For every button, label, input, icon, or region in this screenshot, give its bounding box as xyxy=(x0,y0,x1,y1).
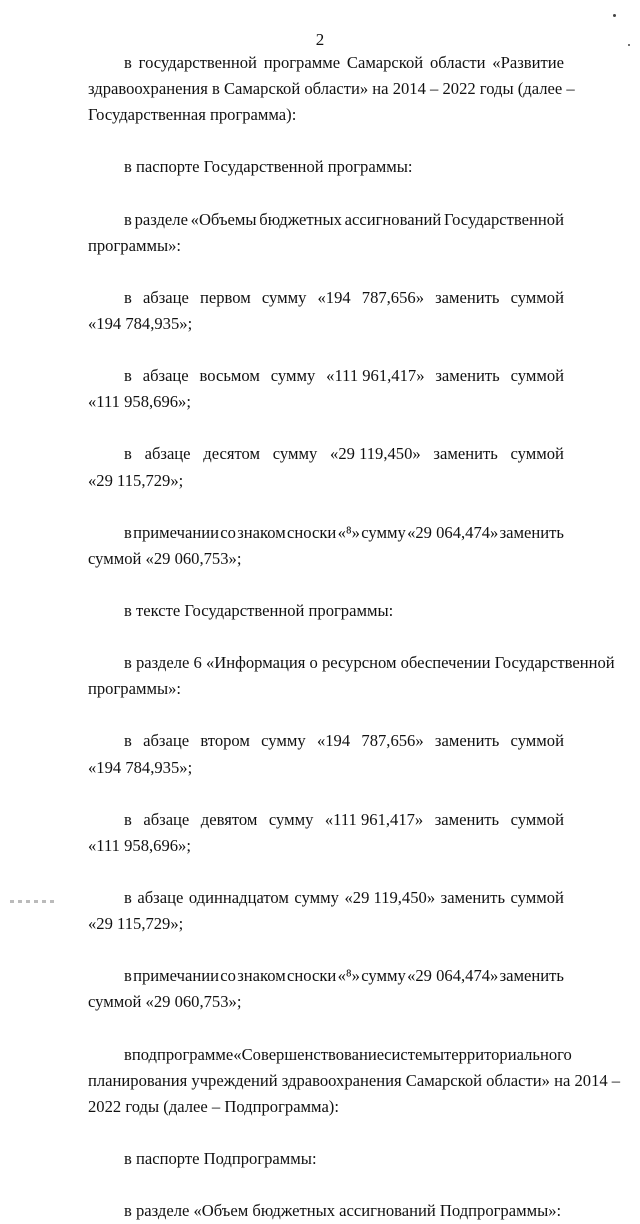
word: «⁸» xyxy=(337,966,360,986)
paragraph-gap xyxy=(88,859,564,885)
word: государственной xyxy=(138,53,257,72)
word: абзаце xyxy=(142,366,189,386)
word: в xyxy=(124,287,132,307)
word: территориального xyxy=(444,1044,572,1064)
word: бюджетных xyxy=(259,209,342,229)
word: примечании xyxy=(133,966,219,986)
word: примечании xyxy=(133,522,219,542)
paragraph-gap xyxy=(88,259,564,285)
word: в xyxy=(124,53,132,72)
word: «29 064,474» xyxy=(407,522,499,542)
scan-speck xyxy=(613,14,616,17)
page-number: 2 xyxy=(315,30,325,49)
text-line xyxy=(88,728,564,754)
word: Государственной xyxy=(443,209,564,229)
word: абзаце xyxy=(137,888,184,907)
word: суммой xyxy=(510,809,564,829)
text-line xyxy=(88,233,564,259)
text-line xyxy=(88,76,575,102)
paragraph-gap xyxy=(88,337,564,363)
text-line xyxy=(88,311,564,337)
text-line xyxy=(88,963,564,989)
word: «194 784,935»; xyxy=(88,313,193,333)
word: суммой «29 060,753»; xyxy=(88,992,242,1012)
text-line xyxy=(88,885,564,911)
text-line xyxy=(88,989,564,1015)
word: суммой «29 060,753»; xyxy=(88,548,242,568)
word: в xyxy=(124,366,132,386)
word: абзаце xyxy=(142,287,189,307)
word: в xyxy=(124,444,132,464)
text-line xyxy=(88,50,564,76)
word: программы»: xyxy=(88,679,181,699)
word: со xyxy=(220,966,236,986)
text-line xyxy=(88,650,615,676)
word: «111 961,417» xyxy=(324,809,424,829)
word: суммой xyxy=(510,888,564,907)
word: 2022 годы (далее – Подпрограмма): xyxy=(88,1096,339,1116)
word: втором xyxy=(200,731,250,751)
word: заменить xyxy=(435,366,500,386)
text-line xyxy=(88,285,564,311)
text-line xyxy=(88,755,564,781)
paragraph-gap xyxy=(88,180,564,206)
text-line xyxy=(88,833,564,859)
word: «111 961,417» xyxy=(326,366,425,386)
text-line xyxy=(88,1146,564,1172)
text-line xyxy=(88,363,564,389)
word: восьмом xyxy=(199,366,260,386)
word: «Объемы xyxy=(190,209,257,229)
word: сумму xyxy=(261,731,306,751)
text-line xyxy=(88,207,564,233)
word: разделе xyxy=(134,209,188,229)
word: заменить xyxy=(434,809,500,829)
word: сумму xyxy=(268,809,314,829)
word: абзаце xyxy=(144,444,191,464)
word: «Развитие xyxy=(492,53,564,72)
word: в паспорте Государственной программы: xyxy=(124,157,413,177)
paragraph-gap xyxy=(88,128,564,154)
word: 787,656» xyxy=(361,287,424,307)
text-line xyxy=(88,1042,572,1068)
word: области xyxy=(429,53,486,72)
word: суммой xyxy=(510,731,564,751)
word: «⁸» xyxy=(337,522,360,542)
word: «Совершенствование xyxy=(233,1044,385,1064)
word: «29 119,450» xyxy=(344,888,436,907)
word: заменить xyxy=(434,731,500,751)
word: планирования учреждений здравоохранения Самарской области» на 2014 – xyxy=(88,1070,621,1090)
text-line xyxy=(88,676,564,702)
word: суммой xyxy=(510,366,564,386)
paragraph-gap xyxy=(88,702,564,728)
word: «29 119,450» xyxy=(330,444,421,464)
word: в паспорте Подпрограммы: xyxy=(124,1148,317,1168)
word: «194 xyxy=(317,287,351,307)
text-line xyxy=(88,598,564,624)
paragraph-gap xyxy=(88,624,564,650)
word: здравоохранения в Самарской области» на 2014 – 2022 годы (далее – xyxy=(88,79,575,99)
word: заменить xyxy=(440,888,506,907)
word: сумму xyxy=(270,366,316,386)
paragraph-gap xyxy=(88,1172,564,1198)
word: «29 115,729»; xyxy=(88,470,184,490)
text-line xyxy=(88,102,564,128)
text-line xyxy=(88,1068,621,1094)
word: «29 115,729»; xyxy=(88,914,184,934)
scan-footer-mark xyxy=(10,900,56,903)
text-line xyxy=(88,807,564,833)
word: «111 958,696»; xyxy=(88,392,191,412)
word: девятом xyxy=(200,809,258,829)
word: в разделе «Объем бюджетных ассигнований Подпрограммы»: xyxy=(124,1201,562,1221)
word: в xyxy=(124,888,132,907)
word: абзаце xyxy=(143,809,190,829)
word: сумму xyxy=(361,966,406,986)
text-line xyxy=(88,911,564,937)
paragraph-gap xyxy=(88,415,564,441)
word: «111 958,696»; xyxy=(88,835,191,855)
word: знаком xyxy=(237,522,286,542)
word: в xyxy=(124,522,132,542)
word: сумму xyxy=(261,287,307,307)
text-line xyxy=(88,546,564,572)
word: в разделе 6 «Информация о ресурсном обеспечении Государственной xyxy=(124,653,615,673)
word: программы»: xyxy=(88,235,181,255)
text-line xyxy=(88,468,564,494)
word: в xyxy=(124,966,132,986)
paragraph-gap xyxy=(88,781,564,807)
word: сумму xyxy=(294,888,339,907)
word: в xyxy=(124,809,132,829)
word: сумму xyxy=(361,522,406,542)
word: заменить xyxy=(435,287,500,307)
text-line xyxy=(88,441,564,467)
word: в xyxy=(124,1044,132,1064)
word: заменить xyxy=(433,444,498,464)
paragraph-gap xyxy=(88,937,564,963)
document-body xyxy=(88,50,621,1224)
paragraph-gap xyxy=(88,1015,564,1041)
word: Государственная программа): xyxy=(88,105,297,125)
word: первом xyxy=(200,287,251,307)
paragraph-gap xyxy=(88,1120,564,1146)
word: подпрограмме xyxy=(131,1044,234,1064)
word: абзаце xyxy=(143,731,190,751)
word: в xyxy=(124,731,132,751)
text-line xyxy=(88,1094,564,1120)
word: суммой xyxy=(510,287,564,307)
word: сноски xyxy=(287,966,337,986)
text-line xyxy=(88,154,564,180)
text-line xyxy=(88,1198,564,1224)
word: в тексте Государственной программы: xyxy=(124,600,394,620)
word: десятом xyxy=(203,444,261,464)
word: в xyxy=(124,209,132,229)
word: «194 xyxy=(316,731,351,751)
paragraph-gap xyxy=(88,572,564,598)
word: ассигнований xyxy=(344,209,442,229)
word: «29 064,474» xyxy=(407,966,499,986)
word: со xyxy=(220,522,236,542)
word: 787,656» xyxy=(361,731,424,751)
word: заменить xyxy=(499,522,564,542)
text-line xyxy=(88,520,564,546)
text-line xyxy=(88,389,564,415)
word: «194 784,935»; xyxy=(88,757,193,777)
word: сумму xyxy=(272,444,318,464)
word: сноски xyxy=(287,522,337,542)
word: знаком xyxy=(237,966,286,986)
word: программе xyxy=(263,53,341,72)
word: заменить xyxy=(499,966,564,986)
word: одиннадцатом xyxy=(188,888,289,907)
word: суммой xyxy=(510,444,564,464)
word: Самарской xyxy=(346,53,424,72)
paragraph-gap xyxy=(88,494,564,520)
word: системы xyxy=(384,1044,445,1064)
